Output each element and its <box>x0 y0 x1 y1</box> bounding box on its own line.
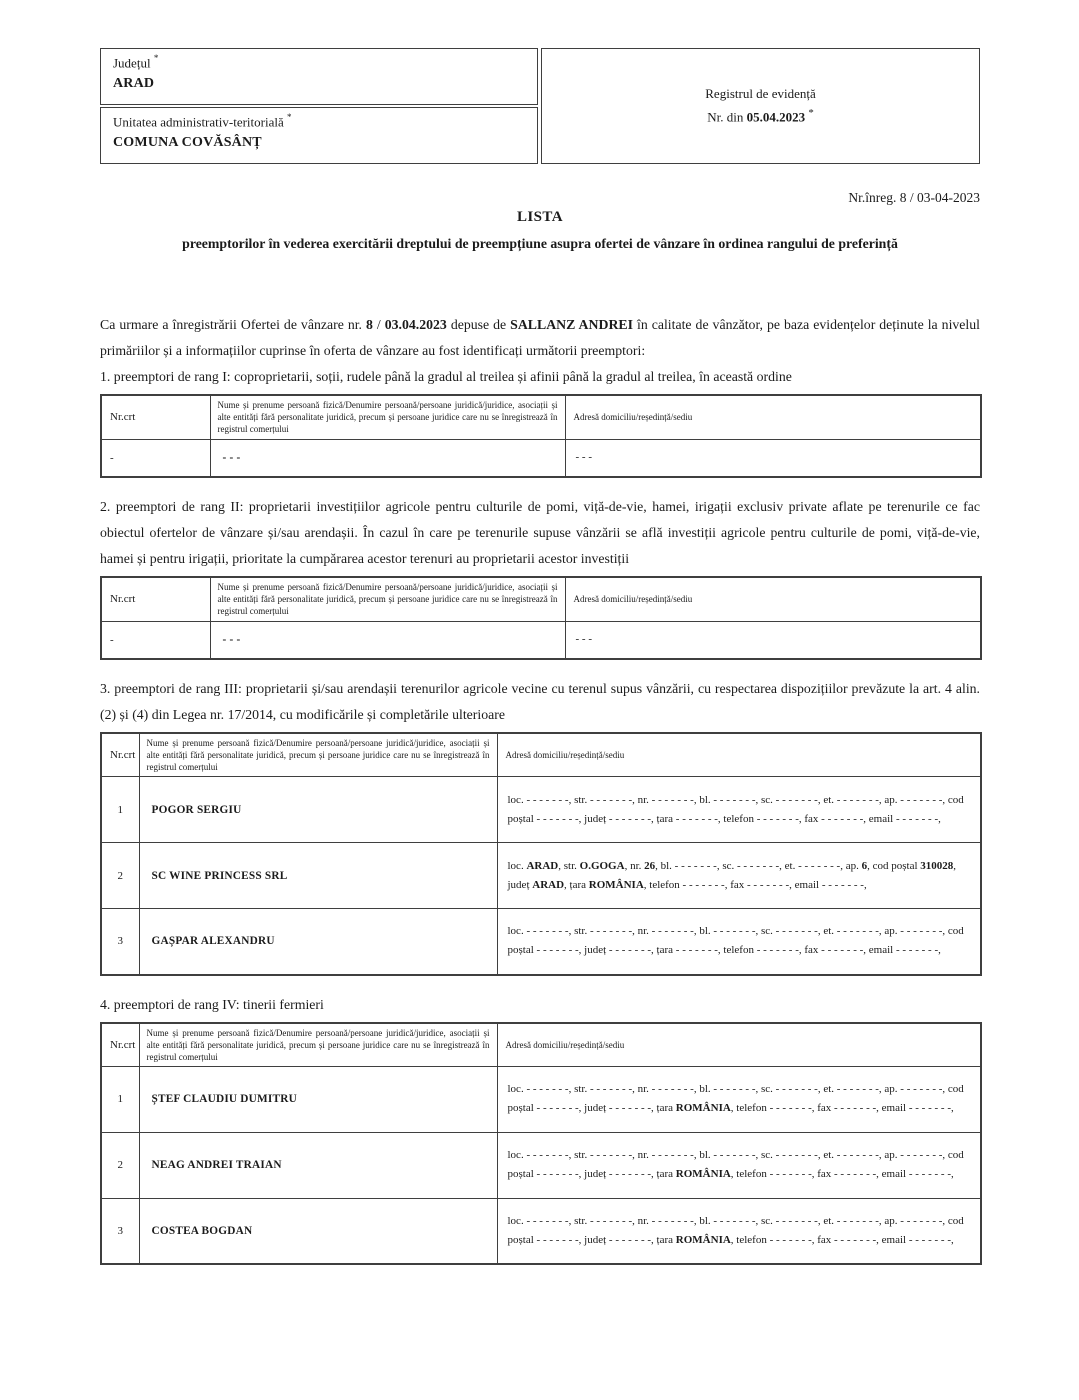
document-subtitle: preemptorilor în vederea exercitării dreptului de preempțiune asupra ofertei de vânzare în ordinea rangului de preferință <box>182 236 898 251</box>
row-number-cell: 1 <box>101 1066 139 1132</box>
col-header-name: Nume și prenume persoană fizică/Denumire persoană/persoane juridică/juridice, asociații și alte entități fără personalitate juridică, precum și persoane juridice care nu se înregistrează în registrul comerțului <box>210 395 565 439</box>
table-row <box>101 843 981 909</box>
row-number-cell: 2 <box>101 843 139 909</box>
header-left-column <box>100 48 538 164</box>
sections-container <box>100 364 980 1265</box>
section-rang-4 <box>100 992 980 1266</box>
registru-number-line: Nr. din 05.04.2023 * <box>707 107 814 125</box>
col-header-name: Nume și prenume persoană fizică/Denumire persoană/persoane juridică/juridice, asociații și alte entități fără personalitate juridică, precum și persoane juridice care nu se înregistrează în registrul comerțului <box>210 577 565 621</box>
asterisk-mark: * <box>287 112 292 122</box>
preemptors-table-rang-1 <box>100 394 982 478</box>
intro-paragraph: Ca urmare a înregistrării Ofertei de vânzare nr. 8 / 03.04.2023 depuse de SALLANZ ANDREI în calitate de vânzător, pe baza evidențelor deținute la nivelul primăriilor și a informațiilor cuprinse în oferta de vânzare au fost identificați următorii preemptori: <box>100 317 980 358</box>
address-cell: - - - <box>565 621 981 659</box>
section-heading: 2. preemptori de rang II: proprietarii investițiilor agricole pentru culturile de pomi, viță-de-vie, hamei, irigații exclusiv private aflate pe terenurile ce fac obiectul ofertelor de vânzare și/sau arendașii. În cazul în care pe terenurile supuse vânzării se află investiții agricole pentru culturile de pomi, viță-de-vie, hamei și pentru irigații, prioritate la cumpărarea acestor terenuri au proprietarii acestor investiții <box>100 499 980 566</box>
row-number-cell: - <box>101 621 210 659</box>
col-header-address: Adresă domiciliu/reședință/sediu <box>565 395 981 439</box>
col-header-name: Nume și prenume persoană fizică/Denumire persoană/persoane juridică/juridice, asociații și alte entități fără personalitate juridică, precum și persoane juridice care nu se înregistrează în registrul comerțului <box>139 1023 497 1067</box>
row-number-cell: - <box>101 439 210 477</box>
col-header-address: Adresă domiciliu/reședință/sediu <box>565 577 981 621</box>
table-row <box>101 1066 981 1132</box>
table-header-row <box>101 1023 981 1067</box>
registru-date: 05.04.2023 <box>746 109 806 125</box>
col-header-address: Adresă domiciliu/reședință/sediu <box>497 1023 981 1067</box>
table-header-row <box>101 577 981 621</box>
name-cell: SC WINE PRINCESS SRL <box>139 843 497 909</box>
address-cell: loc. - - - - - - -, str. - - - - - - -, nr. - - - - - - -, bl. - - - - - - -, sc. - - - - - - -, et. - - - - - - -, ap. - - - - - - -, cod poștal - - - - - - -, județ - - - - - - -, țara - - - - - - -, telefon - - - - - - -, fax - - - - - - -, email - - - - - - -, <box>497 909 981 975</box>
preemptors-table-rang-2 <box>100 576 982 660</box>
col-header-address: Adresă domiciliu/reședință/sediu <box>497 733 981 777</box>
address-cell: loc. - - - - - - -, str. - - - - - - -, nr. - - - - - - -, bl. - - - - - - -, sc. - - - - - - -, et. - - - - - - -, ap. - - - - - - -, cod poștal - - - - - - -, județ - - - - - - -, țara ROMÂNIA, telefon - - - - - - -, fax - - - - - - -, email - - - - - - -, <box>497 1198 981 1264</box>
row-number-cell: 1 <box>101 777 139 843</box>
section-heading: 3. preemptori de rang III: proprietarii și/sau arendașii terenurilor agricole vecine cu terenul supus vânzării, cu respectarea dispozițiilor prevăzute la art. 4 alin. (2) și (4) din Legea nr. 17/2014, cu modificările și completările ulterioare <box>100 681 980 722</box>
row-number-cell: 2 <box>101 1132 139 1198</box>
asterisk-mark: * <box>153 53 159 63</box>
name-cell: NEAG ANDREI TRAIAN <box>139 1132 497 1198</box>
uat-label: Unitatea administrativ-teritorială * <box>113 112 292 130</box>
preemptors-table-rang-3 <box>100 732 982 976</box>
name-cell: - - - <box>210 621 565 659</box>
row-number-cell: 3 <box>101 1198 139 1264</box>
table-row <box>101 621 981 659</box>
header-box <box>100 48 980 164</box>
asterisk-mark: * <box>808 107 814 120</box>
document-title: LISTA <box>517 209 563 225</box>
table-row <box>101 1132 981 1198</box>
address-cell: loc. ARAD, str. O.GOGA, nr. 26, bl. - - - - - - -, sc. - - - - - - -, et. - - - - - - -, ap. 6, cod poștal 310028, județ ARAD, țara ROMÂNIA, telefon - - - - - - -, fax - - - - - - -, email - - - - - - -, <box>497 843 981 909</box>
name-cell: ȘTEF CLAUDIU DUMITRU <box>139 1066 497 1132</box>
table-row <box>101 1198 981 1264</box>
row-number-cell: 3 <box>101 909 139 975</box>
section-heading: 1. preemptori de rang I: coproprietarii, soții, rudele până la gradul al treilea și afinii până la gradul al treilea, în această ordine <box>100 369 792 384</box>
name-cell: GAȘPAR ALEXANDRU <box>139 909 497 975</box>
col-header-nr: Nr.crt <box>101 395 210 439</box>
col-header-nr: Nr.crt <box>101 733 139 777</box>
col-header-name: Nume și prenume persoană fizică/Denumire persoană/persoane juridică/juridice, asociații și alte entități fără personalitate juridică, precum și persoane juridice care nu se înregistrează în registrul comerțului <box>139 733 497 777</box>
registration-number-line: Nr.înreg. 8 / 03-04-2023 <box>848 190 980 205</box>
address-cell: loc. - - - - - - -, str. - - - - - - -, nr. - - - - - - -, bl. - - - - - - -, sc. - - - - - - -, et. - - - - - - -, ap. - - - - - - -, cod poștal - - - - - - -, județ - - - - - - -, țara ROMÂNIA, telefon - - - - - - -, fax - - - - - - -, email - - - - - - -, <box>497 1066 981 1132</box>
name-cell: COSTEA BOGDAN <box>139 1198 497 1264</box>
uat-cell <box>100 107 538 164</box>
address-cell: loc. - - - - - - -, str. - - - - - - -, nr. - - - - - - -, bl. - - - - - - -, sc. - - - - - - -, et. - - - - - - -, ap. - - - - - - -, cod poștal - - - - - - -, județ - - - - - - -, țara - - - - - - -, telefon - - - - - - -, fax - - - - - - -, email - - - - - - -, <box>497 777 981 843</box>
section-heading: 4. preemptori de rang IV: tinerii fermieri <box>100 996 324 1012</box>
registru-title: Registrul de evidență <box>705 86 816 102</box>
preemptors-table-rang-4 <box>100 1022 982 1266</box>
section-rang-1 <box>100 364 980 478</box>
table-row <box>101 777 981 843</box>
section-rang-2 <box>100 494 980 660</box>
judet-value: ARAD <box>113 76 155 92</box>
table-header-row <box>101 395 981 439</box>
judet-cell <box>100 48 538 105</box>
registru-box <box>541 48 980 164</box>
address-cell: loc. - - - - - - -, str. - - - - - - -, nr. - - - - - - -, bl. - - - - - - -, sc. - - - - - - -, et. - - - - - - -, ap. - - - - - - -, cod poștal - - - - - - -, județ - - - - - - -, țara ROMÂNIA, telefon - - - - - - -, fax - - - - - - -, email - - - - - - -, <box>497 1132 981 1198</box>
table-header-row <box>101 733 981 777</box>
table-row <box>101 909 981 975</box>
section-rang-3 <box>100 676 980 976</box>
judet-label: Județul * <box>113 53 159 71</box>
col-header-nr: Nr.crt <box>101 577 210 621</box>
address-cell: - - - <box>565 439 981 477</box>
uat-value: COMUNA COVĂSÂNȚ <box>113 135 262 151</box>
table-row <box>101 439 981 477</box>
col-header-nr: Nr.crt <box>101 1023 139 1067</box>
name-cell: - - - <box>210 439 565 477</box>
name-cell: POGOR SERGIU <box>139 777 497 843</box>
